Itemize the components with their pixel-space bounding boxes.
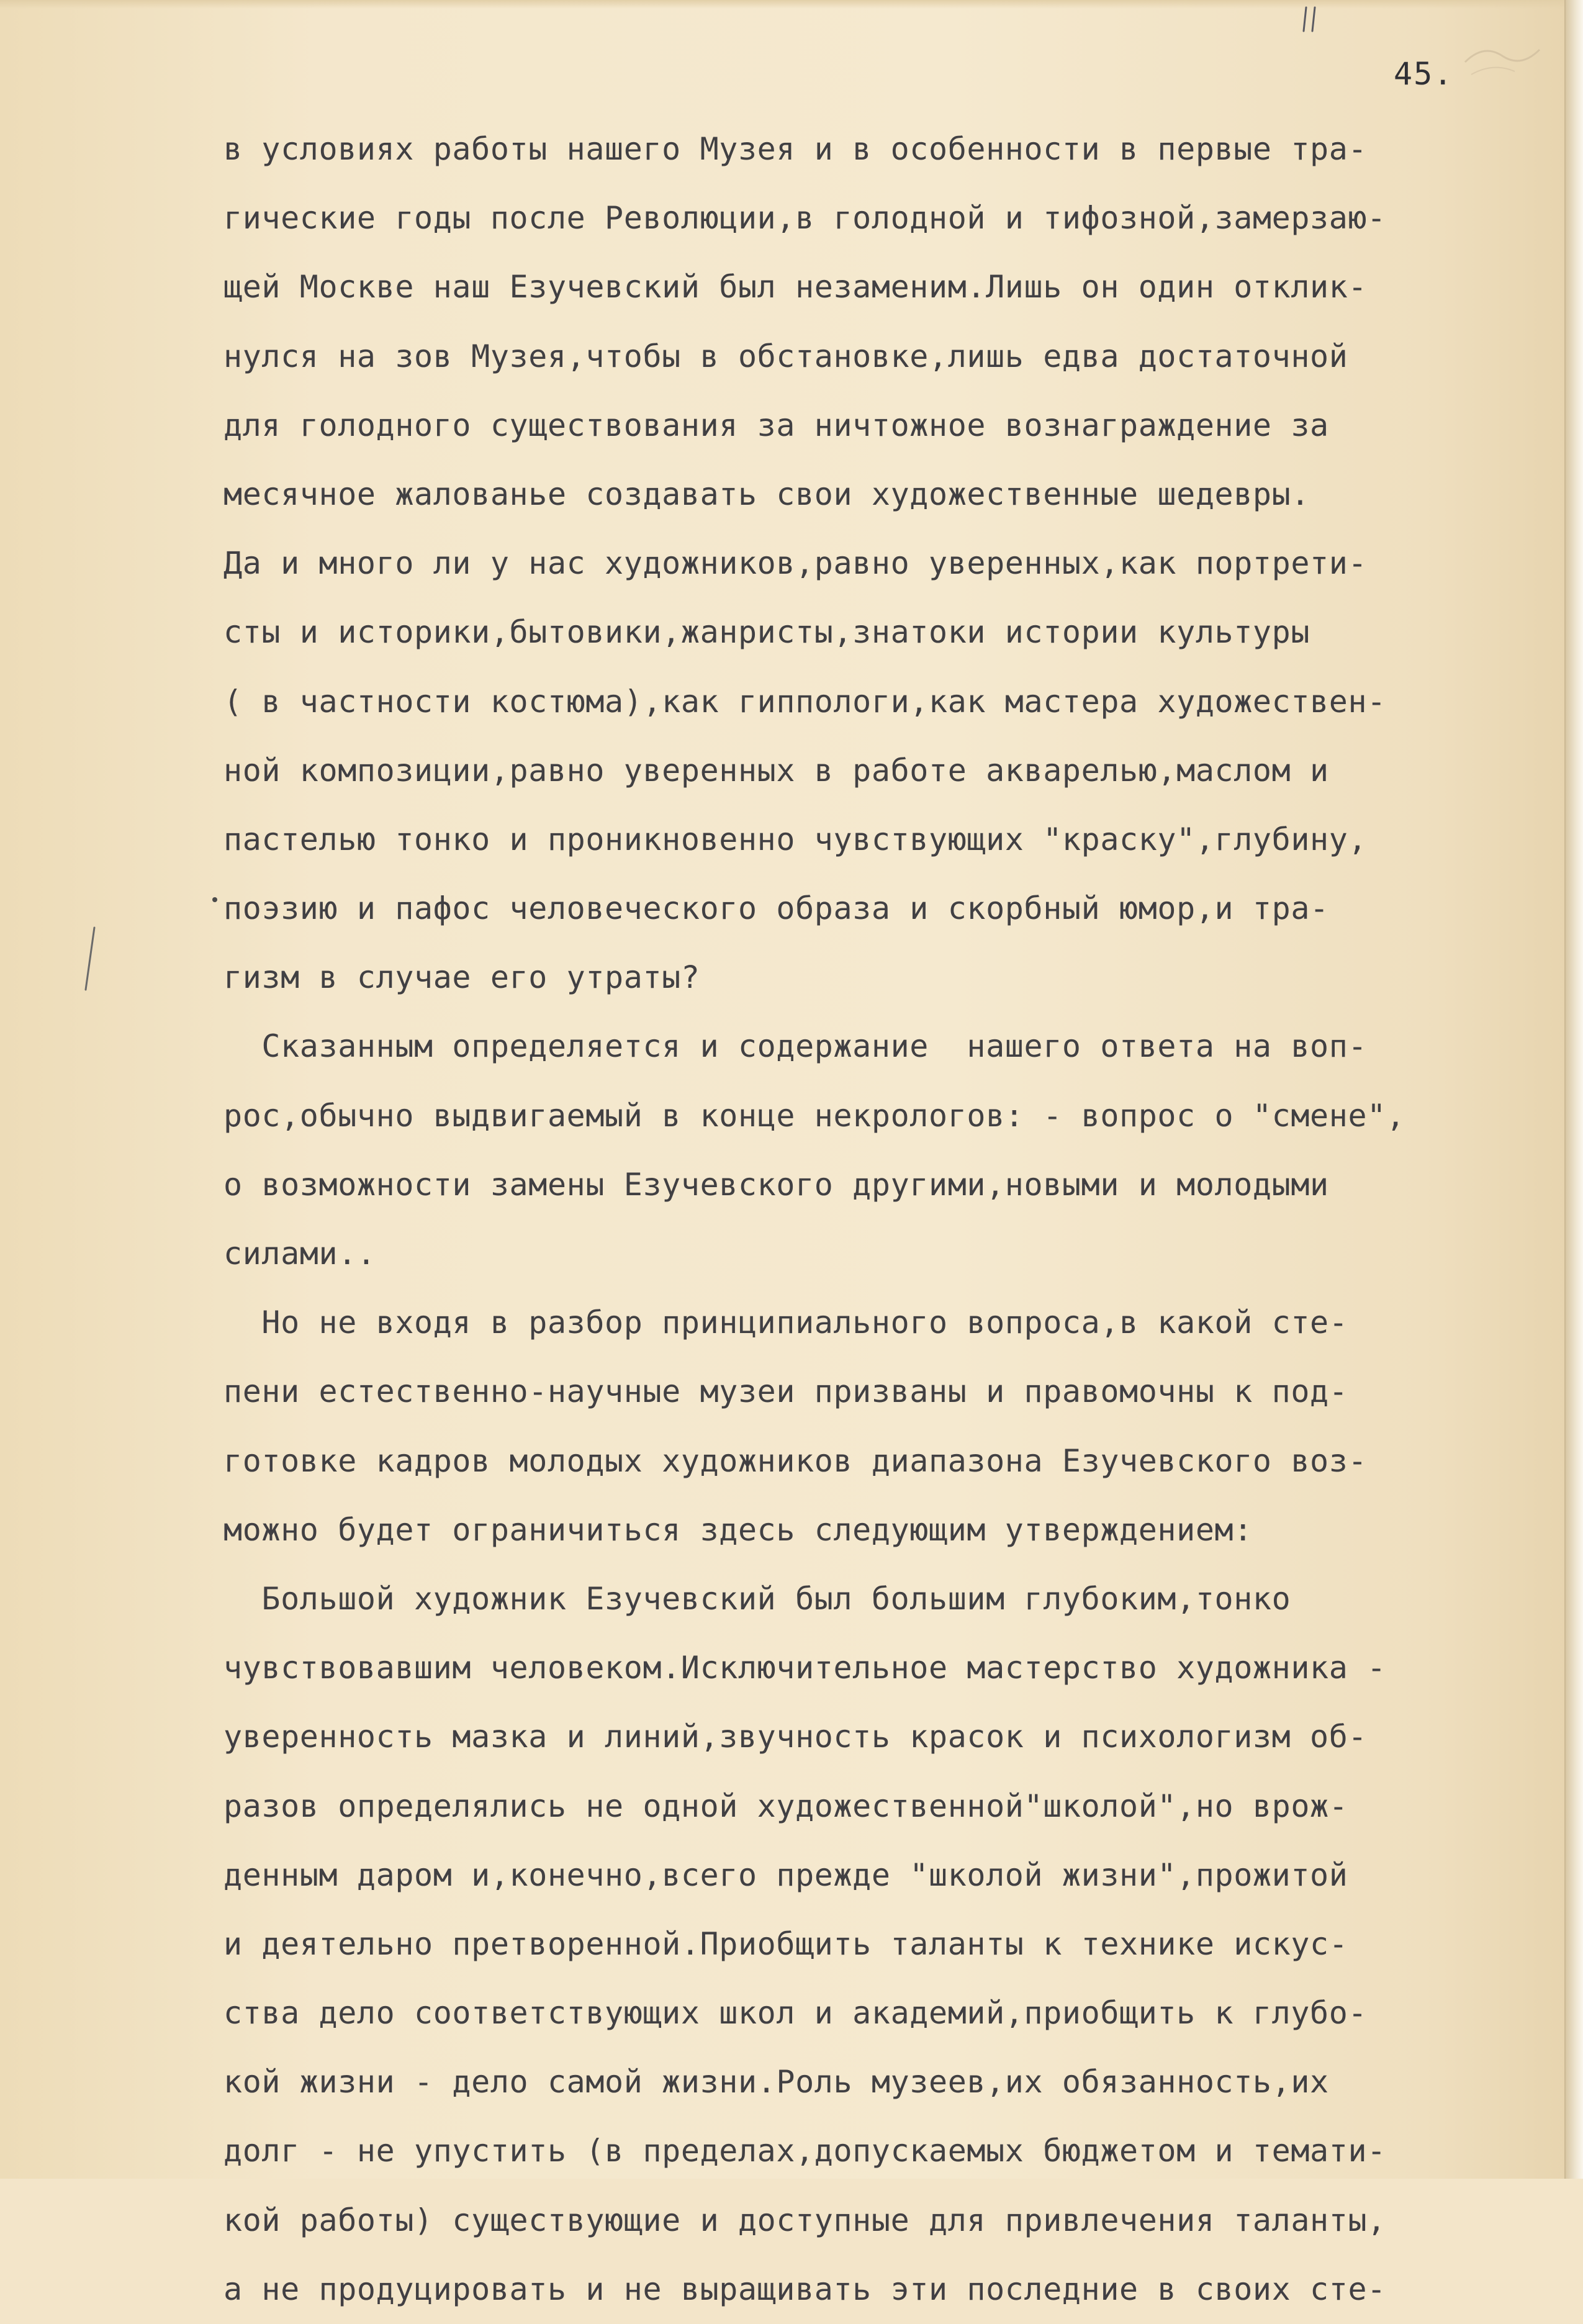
text-line: пени естественно-научные музеи призваны и правомочны к под- [223,1373,1348,1410]
text-line: пастелью тонко и проникновенно чувствующих "краску",глубину, [223,821,1368,857]
text-line: уверенность мазка и линий,звучность красок и психологизм об- [223,1719,1368,1755]
text-line: рос,обычно выдвигаемый в конце некрологов: - вопрос о "смене", [223,1097,1405,1134]
archive-folio-mark [1297,4,1335,35]
text-line: щей Москве наш Езучевский был незаменим.Лишь он один отклик- [223,269,1368,305]
text-line: ной композиции,равно уверенных в работе акварелью,маслом и [223,752,1329,789]
paper-top-edge [0,0,1583,9]
text-line: месячное жалованье создавать свои художественные шедевры. [223,476,1310,512]
text-line: гические годы после Революции,в голодной и тифозной,замерзаю- [223,200,1386,237]
margin-dot [212,897,217,902]
text-line: чувствовавшим человеком.Исключительное мастерство художника - [223,1650,1386,1686]
text-line: долг - не упустить (в пределах,допускаемых бюджетом и темати- [223,2133,1386,2169]
text-line: сты и историки,бытовики,жанристы,знатоки истории культуры [223,614,1310,651]
text-line: ства дело соответствующих школ и академий,приобщить к глубо- [223,1995,1368,2032]
text-line: ( в частности костюма),как гиппологи,как мастера художествен- [223,683,1386,720]
text-line: гизм в случае его утраты? [223,959,700,996]
text-line: и деятельно претворенной.Приобщить таланты к технике искус- [223,1925,1348,1962]
text-line: для голодного существования за ничтожное вознаграждение за [223,407,1329,443]
page-number: 45. [1394,56,1454,92]
text-line: кой жизни - дело самой жизни.Роль музеев,их обязанность,их [223,2064,1329,2100]
text-line: а не продуцировать и не выращивать эти последние в своих сте- [223,2271,1386,2307]
text-line: разов определялись не одной художественной"школой",но врож- [223,1788,1348,1824]
scan-right-margin [1564,0,1583,2179]
margin-pencil-stroke [81,925,99,993]
text-line: о возможности замены Езучевского другими,новыми и молодыми [223,1166,1329,1203]
text-line: денным даром и,конечно,всего прежде "школой жизни",прожитой [223,1856,1348,1893]
faint-pencil-stamp [1459,25,1546,93]
text-line: Да и много ли у нас художников,равно уверенных,как портрети- [223,545,1368,582]
text-line: можно будет ограничиться здесь следующим утверждением: [223,1511,1253,1548]
typewritten-body [223,115,1515,2324]
text-line: силами.. [223,1236,376,1272]
text-line: готовке кадров молодых художников диапазона Езучевского воз- [223,1442,1368,1479]
text-line: Большой художник Езучевский был большим глубоким,тонко [223,1580,1291,1617]
text-line: кой работы) существующие и доступные для привлечения таланты, [223,2202,1386,2238]
text-line: нулся на зов Музея,чтобы в обстановке,лишь едва достаточной [223,338,1348,374]
text-line: в условиях работы нашего Музея и в особенности в первые тра- [223,131,1368,167]
text-line: поэзию и пафос человеческого образа и скорбный юмор,и тра- [223,890,1329,927]
text-line: Сказанным определяется и содержание нашего ответа на воп- [223,1028,1368,1065]
text-line: Но не входя в разбор принципиального вопроса,в какой сте- [223,1304,1348,1341]
